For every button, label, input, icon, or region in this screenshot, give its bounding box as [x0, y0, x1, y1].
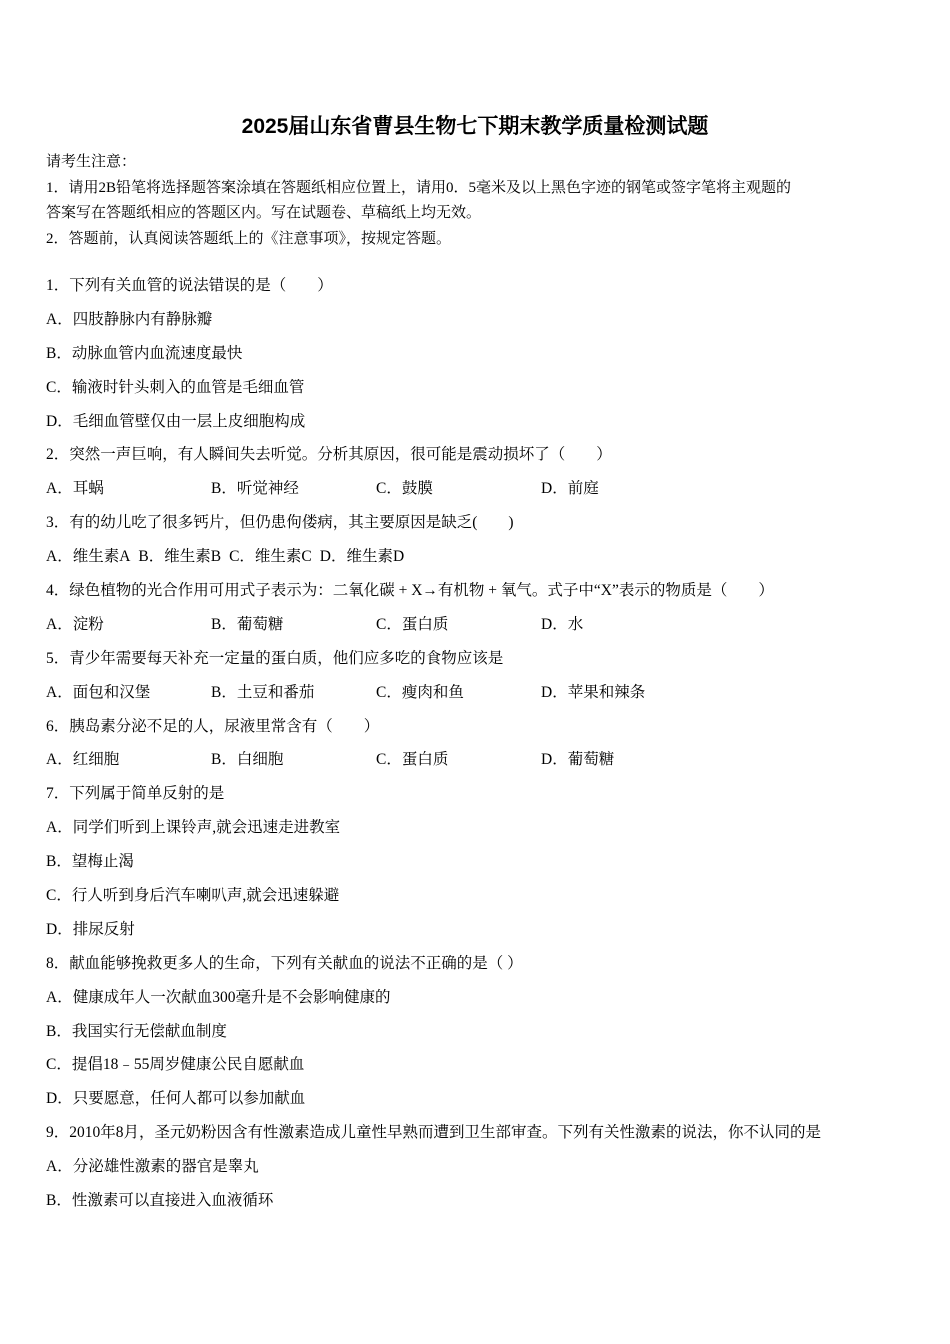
answer-option: B．白细胞 [211, 751, 284, 769]
answer-option: B．维生素B [138, 548, 222, 566]
option-row [46, 882, 916, 916]
answer-option: C．维生素C [229, 548, 312, 566]
answer-option: D．只要愿意，任何人都可以参加献血 [46, 1090, 306, 1108]
option-row [46, 916, 916, 950]
option-row [46, 374, 916, 408]
option-row [46, 340, 916, 374]
answer-option: A．淀粉 [46, 615, 104, 633]
answer-option: B．我国实行无偿献血制度 [46, 1022, 227, 1040]
answer-option: A．健康成年人一次献血300毫升是不会影响健康的 [46, 988, 391, 1006]
option-row [46, 1051, 916, 1085]
answer-option: A．耳蜗 [46, 480, 104, 498]
option-row [46, 679, 916, 713]
option-row [46, 611, 916, 645]
option-row [46, 543, 916, 577]
answer-option: C．蛋白质 [376, 615, 449, 633]
question-list [46, 272, 916, 1221]
notes-heading: 请考生注意： [46, 154, 137, 170]
answer-option: C．提倡18﹣55周岁健康公民自愿献血 [46, 1056, 305, 1074]
page-title: 2025届山东省曹县生物七下期末教学质量检测试题 [241, 115, 709, 138]
answer-option: C．行人听到身后汽车喇叭声,就会迅速躲避 [46, 887, 340, 905]
answer-option: A．红细胞 [46, 751, 120, 769]
option-row [46, 1187, 916, 1221]
question-stem: 2．突然一声巨响，有人瞬间失去听觉。分析其原因，很可能是震动损坏了（ ） [46, 446, 612, 464]
answer-option: B．听觉神经 [211, 480, 299, 498]
question-stem: 4．绿色植物的光合作用可用式子表示为：二氧化碳 + X→有机物 + 氧气。式子中“X”表示的物质是（ ） [46, 582, 774, 600]
option-row [46, 1085, 916, 1119]
note-line: 2．答题前，认真阅读答题纸上的《注意事项》，按规定答题。 [46, 230, 452, 247]
answer-option: D．前庭 [541, 480, 599, 498]
answer-option: B．葡萄糖 [211, 615, 284, 633]
question-stem: 9．2010年8月，圣元奶粉因含有性激素造成儿童性早熟而遭到卫生部审查。下列有关性激素的说法，你不认同的是 [46, 1124, 822, 1142]
note-line: 答案写在答题纸相应的答题区内。写在试题卷、草稿纸上均无效。 [46, 205, 482, 221]
option-row [46, 746, 916, 780]
answer-option: D．葡萄糖 [541, 751, 615, 769]
answer-option: B．动脉血管内血流速度最快 [46, 344, 243, 362]
answer-option: D．苹果和辣条 [541, 683, 646, 701]
answer-option: C．瘦肉和鱼 [376, 683, 464, 701]
note-line: 1．请用2B铅笔将选择题答案涂填在答题纸相应位置上，请用0．5毫米及以上黑色字迹的钢笔或签字笔将主观题的 [46, 179, 792, 196]
question-stem: 8．献血能够挽救更多人的生命，下列有关献血的说法不正确的是（ ） [46, 954, 523, 972]
answer-option: B．土豆和番茄 [211, 683, 315, 701]
answer-option: D．水 [541, 615, 584, 633]
question-stem: 1．下列有关血管的说法错误的是（ ） [46, 277, 333, 294]
question-stem: 6．胰岛素分泌不足的人，尿液里常含有（ ） [46, 717, 380, 735]
answer-option: C．鼓膜 [376, 480, 433, 498]
answer-option: A．面包和汉堡 [46, 683, 151, 701]
option-row [46, 306, 916, 340]
answer-option: B．性激素可以直接进入血液循环 [46, 1192, 274, 1210]
question-stem: 7．下列属于简单反射的是 [46, 785, 225, 803]
answer-option: A．同学们听到上课铃声,就会迅速走进教室 [46, 819, 341, 837]
option-row [46, 408, 916, 442]
answer-option: C．输液时针头刺入的血管是毛细血管 [46, 378, 305, 396]
option-row [46, 984, 916, 1018]
question-stem: 5．青少年需要每天补充一定量的蛋白质，他们应多吃的食物应该是 [46, 649, 504, 667]
answer-option: B．望梅止渴 [46, 853, 134, 871]
option-row [46, 1018, 916, 1052]
option-row [46, 814, 916, 848]
answer-option: A．分泌雄性激素的器官是睾丸 [46, 1158, 259, 1176]
option-row [46, 1153, 916, 1187]
answer-option: D．排尿反射 [46, 920, 135, 938]
question-stem: 3．有的幼儿吃了很多钙片，但仍患佝偻病，其主要原因是缺乏( ) [46, 514, 514, 532]
answer-option: C．蛋白质 [376, 751, 449, 769]
answer-option: D．维生素D [319, 548, 405, 566]
option-row [46, 475, 916, 509]
answer-option: A．四肢静脉内有静脉瓣 [46, 310, 213, 328]
exam-notes [46, 150, 906, 252]
answer-option: A．维生素A [46, 548, 131, 566]
answer-option: D．毛细血管壁仅由一层上皮细胞构成 [46, 412, 306, 430]
option-row [46, 848, 916, 882]
